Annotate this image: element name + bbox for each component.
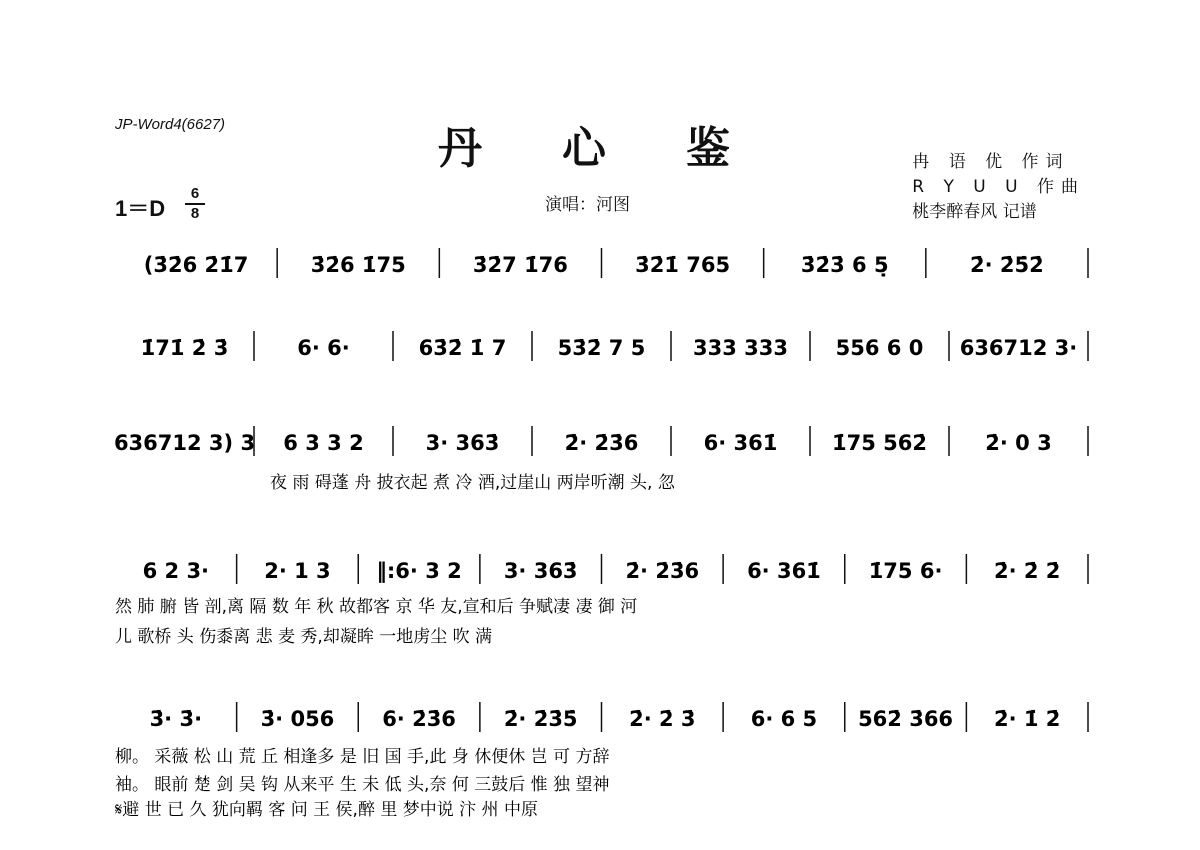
measure-notes: 562̇ 3̇66 [858, 707, 954, 731]
measure-notes: 2̇· 2̇3̇5̇ [503, 707, 578, 731]
measure-notes: 333 333 [693, 336, 788, 360]
score-lines [114, 248, 1088, 820]
measure-notes: 1̇75 562̇ [832, 431, 927, 455]
measure-notes: (3̇2̇6 2̇1̇7 [143, 253, 249, 277]
meter-numerator: 6 [190, 185, 200, 202]
measure-notes: 6 3 3 2 [283, 431, 364, 455]
transcriber-credit: 桃李醉春风 记谱 [912, 202, 1037, 222]
source-label: JP-Word4(6627) [115, 116, 226, 133]
measure-notes: 556 6 0 [835, 336, 924, 360]
measure-notes: 3̇· 056 [260, 707, 335, 731]
measure-notes: 3· 363̇ [425, 431, 500, 455]
measure-notes: 6 2 3· [142, 559, 210, 583]
measure-notes: 2̇· 2̇3̇6 [625, 559, 700, 583]
measure-notes: 3· 363̇ [503, 559, 578, 583]
lyric-line: 袖。 眼前 楚 剑 吴 钩 从来平 生 未 低 头,奈 何 三鼓后 惟 独 望神 [115, 775, 610, 795]
singer-credit: 演唱：河图 [545, 195, 630, 215]
meter-denominator: 8 [190, 205, 200, 222]
lyric-line: 儿 歌桥 头 伤黍离 悲 麦 秀,却凝眸 一地虏尘 吹 满 [115, 627, 493, 647]
song-title: 丹心鉴 [438, 123, 810, 174]
measure-notes: 63̇2̇ 1̇ 7 [418, 336, 507, 360]
measure-notes: 6· 6· [297, 336, 350, 360]
measure-notes: 3̇2̇3̇ 6 5̣ [800, 253, 889, 277]
lyric-line: 柳。 采薇 松 山 荒 丘 相逢多 是 旧 国 手,此 身 休便休 岂 可 方辞 [115, 747, 610, 767]
measure-notes: 2̇· 2̇3̇6 [564, 431, 639, 455]
measure-notes: 3̇2̇6 1̇75 [310, 253, 406, 277]
measure-notes: 2̇· 2̇ 3̇ [629, 707, 696, 731]
measure-notes: 2· 1 3 [264, 559, 331, 583]
measure-notes: 2̇· 0 3 [985, 431, 1052, 455]
measure-notes: 3̇2̇7 1̇76 [472, 253, 568, 277]
lyric-line: 𝄋避 世 已 久 犹向羁 客 问 王 侯,醉 里 梦中说 汴 州 中原 [115, 800, 538, 820]
measure-notes: 3̇· 3̇· [149, 707, 203, 731]
measure-notes: 2̇· 1̇ 2̇ [993, 707, 1061, 731]
measure-notes: 53̇2̇ 7 5 [557, 336, 646, 360]
measure-notes: 636712 3) 3 [113, 431, 256, 455]
measure-notes: 6· 361̇ [703, 431, 778, 455]
lyric-line: 然 肺 腑 皆 剖,离 隔 数 年 秋 故都客 京 华 友,宣和后 争赋凄 凄 御 河 [115, 597, 638, 617]
measure-notes: 1̇75 6· [868, 559, 943, 583]
measure-notes: ‖:6· 3 2 [376, 559, 462, 583]
measure-notes: 3̇2̇1̇ 765 [635, 253, 731, 277]
measure-notes: 6· 2̇3̇6 [382, 707, 456, 731]
measure-notes: 2̇· 2̇ 2̇ [993, 559, 1061, 583]
lyric-line: 夜 雨 碍蓬 舟 披衣起 煮 冷 酒,过崖山 两岸听潮 头, 忽 [270, 473, 675, 493]
measure-notes: 636712 3· [959, 336, 1078, 360]
measure-notes: 6· 361̇ [747, 559, 821, 583]
key-signature: 1＝D [115, 196, 166, 221]
measure-notes: 1̇71̇ 2̇ 3̇ [140, 336, 229, 360]
lyricist-credit: 冉 语 优 作词 [912, 152, 1070, 172]
measure-notes: 6· 6 5 [750, 707, 818, 731]
composer-credit: R Y U U 作曲 [912, 177, 1085, 197]
measure-notes: 2̇· 2̇5̇2̇ [970, 253, 1044, 277]
